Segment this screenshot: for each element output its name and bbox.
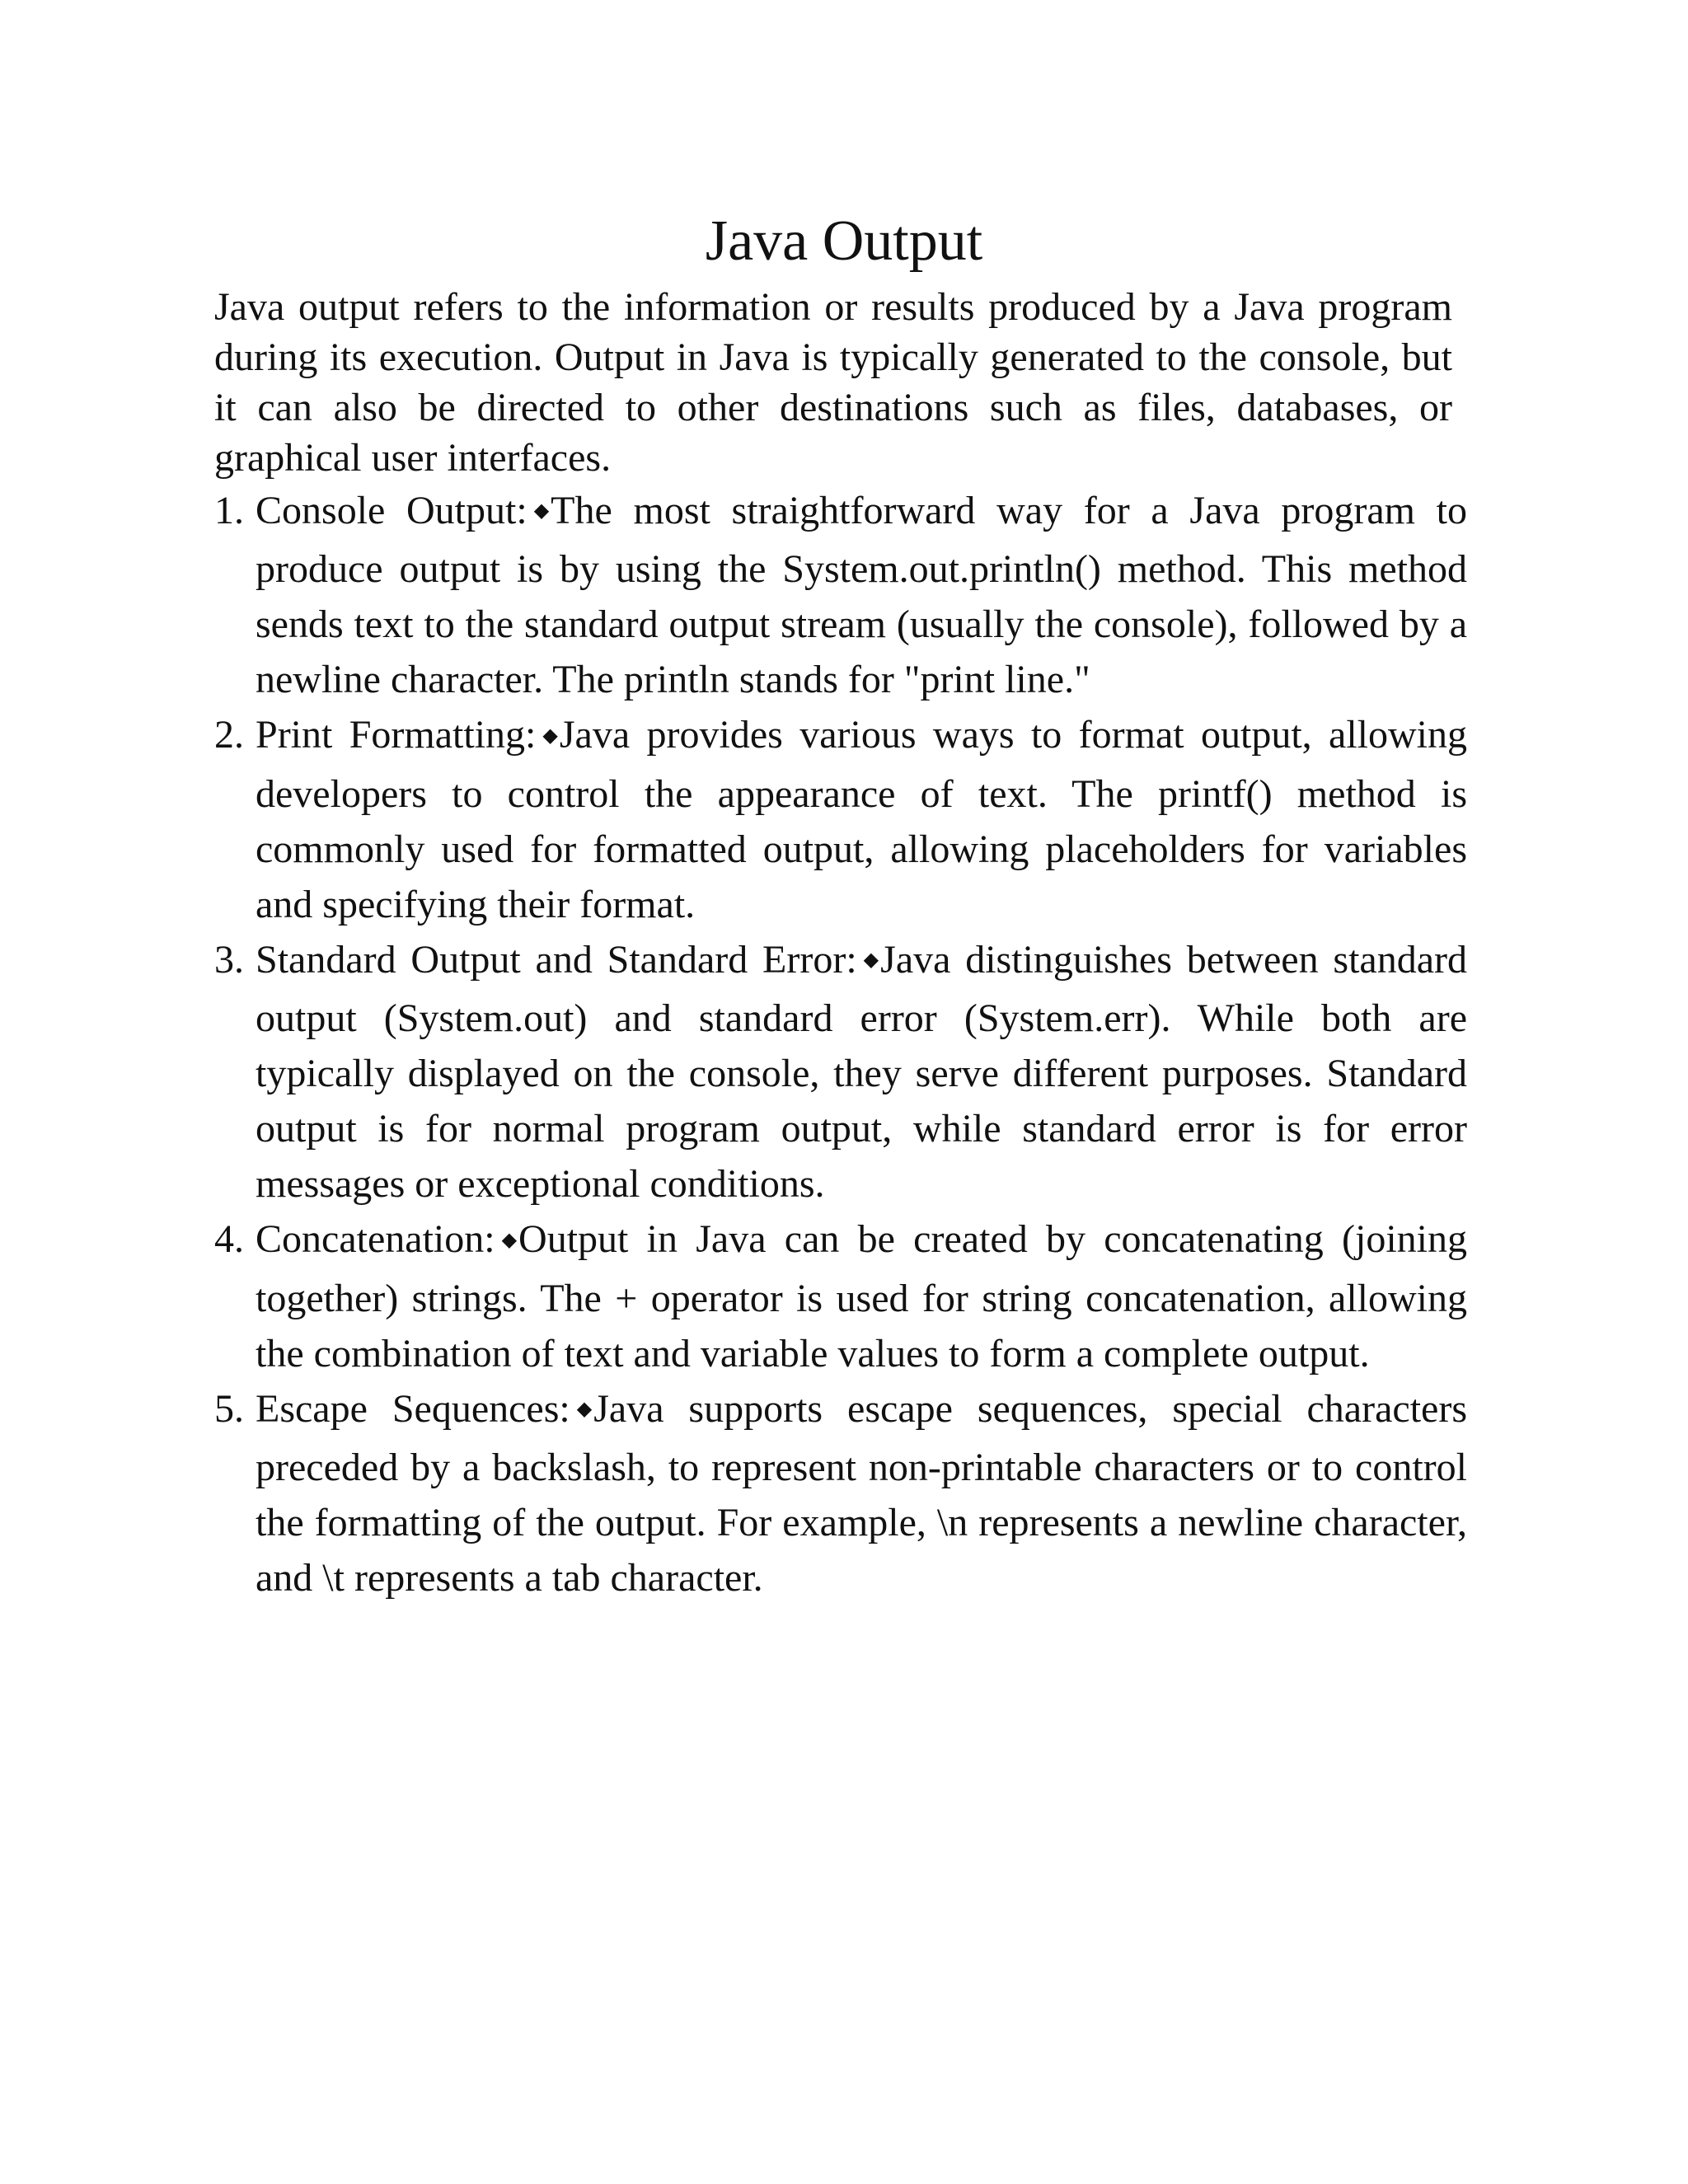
item-number: 2.	[214, 713, 244, 757]
item-number: 3.	[214, 937, 244, 982]
item-heading: Print Formatting:	[256, 713, 537, 757]
list-item	[214, 1212, 1467, 1380]
item-text: Output in Java can be created by concatenating (joining together) strings. The + operator is used for string concatenation, allowing the combination of text and variable values to form a complete output.	[256, 1217, 1467, 1376]
topic-list	[214, 483, 1467, 1605]
list-item	[214, 707, 1467, 931]
diamond-bullet-icon: ◆	[501, 1229, 518, 1251]
page-title: Java Output	[705, 209, 983, 273]
item-number: 1.	[214, 489, 244, 532]
item-text: The most straightforward way for a Java program to produce output is by using the System.out.println() method. This method sends text to the standard output stream (usually the console), followed by a newline character. The println stands for "print line."	[256, 489, 1467, 702]
item-heading: Standard Output and Standard Error:	[256, 937, 857, 982]
list-item	[214, 1381, 1467, 1605]
item-text: Java provides various ways to format output, allowing developers to control the appearance of text. The printf() method is commonly used for formatted output, allowing placeholders for variables and specifying their format.	[256, 713, 1468, 926]
list-item	[214, 932, 1467, 1212]
diamond-bullet-icon: ◆	[542, 724, 558, 747]
diamond-bullet-icon: ◆	[863, 949, 879, 972]
item-heading: Escape Sequences:	[256, 1386, 570, 1431]
item-text: Java supports escape sequences, special characters preceded by a backslash, to represent non-printable characters or to control the formatting of the output. For example, \n represents a newline character, and \t represents a tab character.	[256, 1386, 1468, 1601]
intro-paragraph: Java output refers to the information or results produced by a Java program during its execution. Output in Java is typically generated to the console, but it can also be directed to other destinations such as files, databases, or graphical user interfaces.	[214, 285, 1452, 480]
item-number: 4.	[214, 1217, 244, 1262]
item-number: 5.	[214, 1386, 244, 1431]
item-heading: Console Output:	[256, 489, 528, 532]
list-item	[214, 483, 1467, 707]
diamond-bullet-icon: ◆	[533, 500, 550, 523]
item-text: Java distinguishes between standard output (System.out) and standard error (System.err). While both are typically displayed on the console, they serve different purposes. Standard output is for normal program output, while standard error is for error messages or exceptional conditions.	[256, 937, 1468, 1207]
item-heading: Concatenation:	[256, 1217, 495, 1262]
diamond-bullet-icon: ◆	[576, 1399, 593, 1421]
